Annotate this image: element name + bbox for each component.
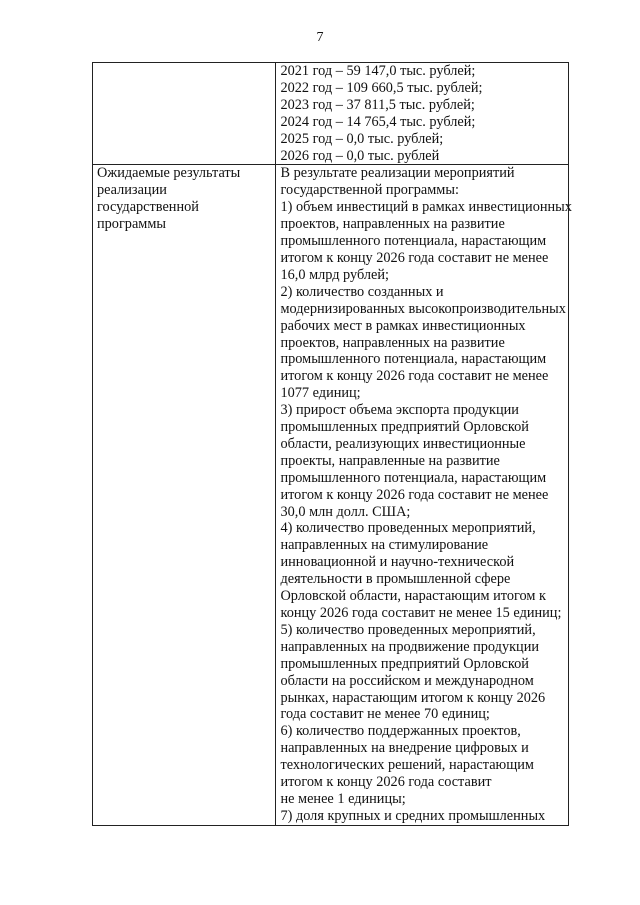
expected-results-text-line: промышленных предприятий Орловской <box>280 655 529 672</box>
expected-results-text-line: государственной программы: <box>280 182 459 199</box>
expected-results-text-line: 5) количество проведенных мероприятий, <box>280 621 536 638</box>
funding-year-2026: 2026 год – 0,0 тыс. рублей <box>280 147 440 164</box>
expected-results-text-line: технологических решений, нарастающим <box>280 757 534 774</box>
expected-results-text-line: Орловской области, нарастающим итогом к <box>280 588 546 605</box>
expected-results-text-line: итогом к концу 2026 года составит не менее <box>280 368 549 385</box>
expected-results-text-line: модернизированных высокопроизводительных <box>280 300 566 317</box>
expected-results-text-line: года составит не менее 70 единиц; <box>280 706 490 723</box>
expected-results-text-line: 6) количество поддержанных проектов, <box>280 723 521 740</box>
expected-results-text-line: концу 2026 года составит не менее 15 единиц; <box>280 605 562 621</box>
expected-results-text-line: проектов, направленных на развитие <box>280 216 505 233</box>
expected-results-text-cell <box>276 165 572 825</box>
expected-results-text-line: итогом к концу 2026 года составит не менее <box>280 249 549 266</box>
page-number: 7 <box>316 30 324 45</box>
expected-results-label-line: реализации <box>97 182 167 199</box>
expected-results-label-line: программы <box>97 216 167 233</box>
expected-results-text-line: направленных на стимулирование <box>280 537 489 554</box>
funding-year-2022: 2022 год – 109 660,5 тыс. рублей; <box>280 79 483 96</box>
expected-results-text-line: 1) объем инвестиций в рамках инвестиционных <box>280 199 572 216</box>
expected-results-text-line: направленных на продвижение продукции <box>280 638 539 655</box>
expected-results-text-line: деятельности в промышленной сфере <box>280 571 511 588</box>
expected-results-text-line: промышленного потенциала, нарастающим <box>280 233 547 250</box>
expected-results-label-line: государственной <box>97 199 199 216</box>
expected-results-label-line: Ожидаемые результаты <box>97 165 241 182</box>
expected-results-text-line: 3) прирост объема экспорта продукции <box>280 402 519 419</box>
expected-results-text-line: 2) количество созданных и <box>280 283 444 300</box>
expected-results-text-line: направленных на внедрение цифровых и <box>280 740 529 757</box>
expected-results-text-line: рынках, нарастающим итогом к концу 2026 <box>280 689 546 706</box>
expected-results-text-line: 30,0 млн долл. США; <box>280 503 411 520</box>
program-passport-table <box>92 62 572 826</box>
expected-results-text-line: промышленного потенциала, нарастающим <box>280 469 547 486</box>
funding-year-2021: 2021 год – 59 147,0 тыс. рублей; <box>280 63 476 79</box>
expected-results-text-line: 4) количество проведенных мероприятий, <box>280 520 536 537</box>
funding-year-2025: 2025 год – 0,0 тыс. рублей; <box>280 130 444 147</box>
expected-results-text-line: инновационной и научно-технической <box>280 554 515 571</box>
funding-values-cell <box>276 63 569 165</box>
expected-results-text-line: промышленного потенциала, нарастающим <box>280 351 547 368</box>
expected-results-text-line: проектов, направленных на развитие <box>280 334 505 351</box>
funding-label-cell <box>93 63 276 165</box>
expected-results-row <box>93 165 569 825</box>
expected-results-text-line: итогом к концу 2026 года составит не менее <box>280 486 549 503</box>
expected-results-text-line: проекты, направленные на развитие <box>280 452 500 469</box>
expected-results-text-line: 7) доля крупных и средних промышленных <box>280 807 546 824</box>
funding-year-2023: 2023 год – 37 811,5 тыс. рублей; <box>280 96 475 113</box>
funding-row <box>93 63 569 165</box>
expected-results-text-line: итогом к концу 2026 года составит <box>280 774 492 791</box>
expected-results-text-line: не менее 1 единицы; <box>280 790 406 807</box>
expected-results-text-line: 1077 единиц; <box>280 385 361 402</box>
expected-results-text-line: области, реализующих инвестиционные <box>280 435 526 452</box>
funding-year-2024: 2024 год – 14 765,4 тыс. рублей; <box>280 113 476 130</box>
expected-results-text-line: 16,0 млрд рублей; <box>280 266 389 283</box>
expected-results-label-cell <box>93 165 276 825</box>
expected-results-text-line: рабочих мест в рамках инвестиционных <box>280 317 526 334</box>
expected-results-text-line: В результате реализации мероприятий <box>280 165 515 182</box>
expected-results-text-line: промышленных предприятий Орловской <box>280 419 529 436</box>
expected-results-text-line: области на российском и международном <box>280 672 534 689</box>
